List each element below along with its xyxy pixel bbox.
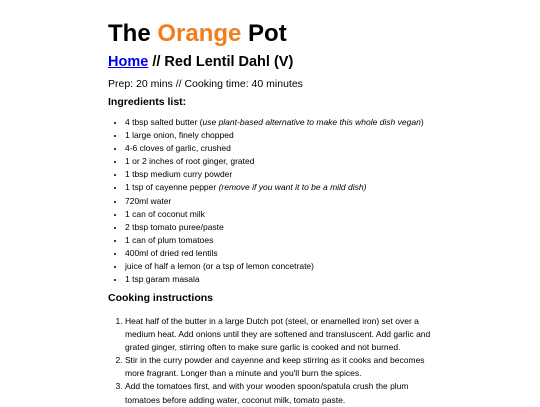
ingredient-item	[125, 234, 445, 247]
recipe-title	[108, 53, 293, 71]
site-title-pre: The	[108, 20, 158, 47]
ingredient-text: 1 can of plum tomatoes	[125, 234, 214, 245]
ingredient-text: 1 tsp of cayenne pepper	[125, 182, 219, 193]
ingredient-text: juice of half a lemon (or a tsp of lemon concetrate)	[125, 261, 314, 272]
ingredient-item	[125, 116, 445, 129]
recipe-name: // Red Lentil Dahl (V)	[148, 54, 294, 70]
ingredient-note: (remove if you want it to be a mild dish)	[218, 182, 367, 193]
instructions-list	[108, 315, 437, 407]
site-title-accent: Orange	[157, 20, 242, 47]
ingredients-list	[108, 116, 445, 286]
site-title-post: Pot	[241, 20, 287, 47]
ingredient-item	[125, 181, 445, 194]
ingredient-note: use plant-based alternative to make this whole dish vegan	[202, 117, 421, 127]
site-title	[108, 17, 287, 51]
ingredient-item	[125, 195, 445, 208]
ingredients-heading: Ingredients list:	[108, 96, 187, 108]
ingredient-item	[125, 168, 445, 181]
ingredient-item	[125, 260, 445, 273]
ingredient-text: 1 tbsp medium curry powder	[125, 169, 233, 180]
home-link[interactable]: Home	[108, 54, 149, 70]
ingredient-item	[125, 208, 445, 221]
instruction-step: 3. Add the tomatoes first, and with your wooden spoon/spatula crush the plum tomatoes before adding water, coconut milk, tomato paste.	[125, 380, 437, 406]
ingredient-text: 720ml water	[125, 195, 172, 206]
ingredient-text: 4 tbsp salted butter (	[125, 117, 203, 127]
ingredient-item	[125, 221, 445, 234]
ingredient-item	[125, 142, 445, 155]
ingredient-text: 4-6 cloves of garlic, crushed	[125, 143, 231, 154]
ingredient-text: 1 can of coconut milk	[125, 208, 205, 219]
ingredient-text: 1 tsp garam masala	[125, 274, 200, 285]
ingredient-item	[125, 129, 445, 142]
ingredient-item	[125, 155, 445, 168]
ingredient-text-after: )	[420, 117, 424, 127]
ingredient-text: 1 large onion, finely chopped	[125, 130, 234, 141]
recipe-meta: Prep: 20 mins // Cooking time: 40 minutes	[108, 78, 303, 90]
instruction-step: 2. Stir in the curry powder and cayenne and keep stirring as it cooks and becomes more fragrant. Longer than a minute and you'll burn the spices.	[125, 354, 437, 380]
ingredient-item	[125, 247, 445, 260]
instructions-heading: Cooking instructions	[108, 292, 213, 304]
ingredient-text: 2 tbsp tomato puree/paste	[125, 221, 224, 232]
ingredient-item	[125, 273, 445, 286]
instruction-step: 1. Heat half of the butter in a large Dutch pot (steel, or enamelled iron) set over a medium heat. Add onions until they are softened and transluscent. Add garlic and grated ginger, stirring often to make sure garlic is cooked and not burned.	[125, 315, 437, 354]
ingredient-text: 400ml of dried red lentils	[125, 247, 218, 258]
ingredient-text: 1 or 2 inches of root ginger, grated	[125, 156, 255, 167]
